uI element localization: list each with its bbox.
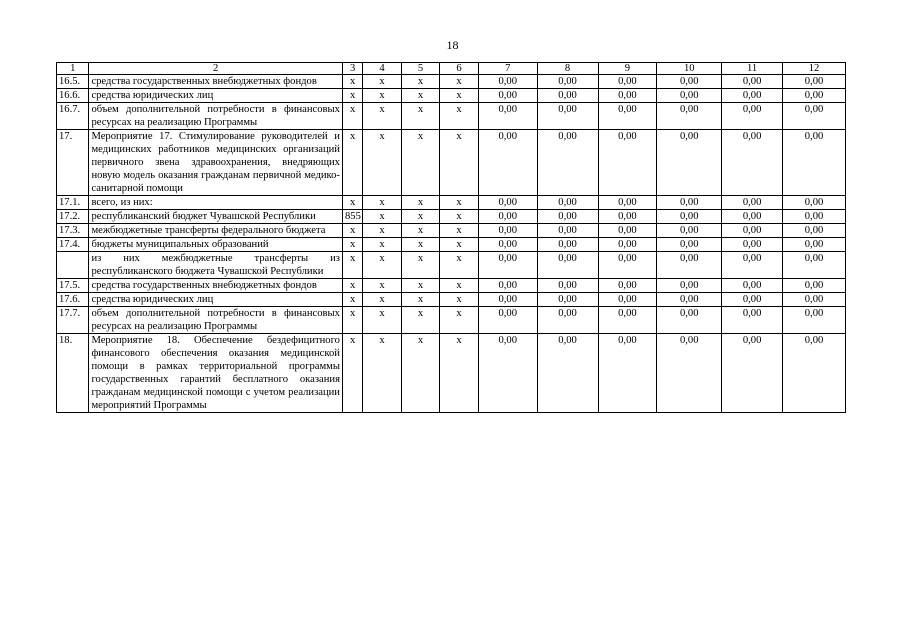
row-number: 16.5.: [57, 75, 89, 89]
cell-col6: х: [440, 334, 479, 413]
row-name: средства юридических лиц: [89, 293, 343, 307]
budget-table: [56, 62, 846, 413]
row-name: средства юридических лиц: [89, 89, 343, 103]
cell-col10: 0,00: [657, 130, 722, 196]
cell-col10: 0,00: [657, 224, 722, 238]
cell-col8: 0,00: [537, 89, 598, 103]
cell-col4: х: [363, 293, 402, 307]
cell-col6: х: [440, 103, 479, 130]
column-header: 6: [440, 63, 479, 75]
row-name: средства государственных внебюджетных фондов: [89, 75, 343, 89]
cell-col9: 0,00: [598, 89, 657, 103]
cell-col4: х: [363, 307, 402, 334]
cell-col5: х: [401, 210, 440, 224]
cell-col4: х: [363, 75, 402, 89]
column-header: 2: [89, 63, 343, 75]
cell-col9: 0,00: [598, 307, 657, 334]
cell-col7: 0,00: [478, 293, 537, 307]
cell-col5: х: [401, 252, 440, 279]
cell-col12: 0,00: [783, 238, 846, 252]
cell-col4: х: [363, 238, 402, 252]
cell-col6: х: [440, 279, 479, 293]
cell-col8: 0,00: [537, 75, 598, 89]
cell-col6: х: [440, 89, 479, 103]
table-row: [57, 307, 846, 334]
column-header: 11: [722, 63, 783, 75]
cell-col3: х: [342, 279, 362, 293]
cell-col9: 0,00: [598, 75, 657, 89]
cell-col10: 0,00: [657, 89, 722, 103]
cell-col7: 0,00: [478, 307, 537, 334]
cell-col4: х: [363, 210, 402, 224]
cell-col3: х: [342, 307, 362, 334]
row-name: Мероприятие 18. Обеспечение бездефицитного финансового обеспечения оказания медицинской помощи в рамках территориальной программы государственных гарантий бесплатного оказания гражданам медицинской помощи с учетом реализации мероприятий Программы: [89, 334, 343, 413]
cell-col6: х: [440, 196, 479, 210]
cell-col4: х: [363, 196, 402, 210]
cell-col9: 0,00: [598, 103, 657, 130]
cell-col6: х: [440, 238, 479, 252]
cell-col3: х: [342, 130, 362, 196]
cell-col8: 0,00: [537, 293, 598, 307]
cell-col10: 0,00: [657, 238, 722, 252]
cell-col7: 0,00: [478, 89, 537, 103]
cell-col6: х: [440, 75, 479, 89]
row-number: 17.: [57, 130, 89, 196]
cell-col3: х: [342, 103, 362, 130]
row-name: всего, из них:: [89, 196, 343, 210]
cell-col11: 0,00: [722, 224, 783, 238]
row-number: 18.: [57, 334, 89, 413]
cell-col9: 0,00: [598, 196, 657, 210]
cell-col5: х: [401, 307, 440, 334]
cell-col4: х: [363, 224, 402, 238]
cell-col12: 0,00: [783, 307, 846, 334]
table-row: [57, 89, 846, 103]
row-number: 17.7.: [57, 307, 89, 334]
table-body: [57, 75, 846, 413]
cell-col11: 0,00: [722, 279, 783, 293]
cell-col5: х: [401, 224, 440, 238]
cell-col12: 0,00: [783, 334, 846, 413]
cell-col9: 0,00: [598, 252, 657, 279]
cell-col12: 0,00: [783, 75, 846, 89]
cell-col7: 0,00: [478, 238, 537, 252]
table-row: [57, 224, 846, 238]
cell-col6: х: [440, 252, 479, 279]
cell-col12: 0,00: [783, 224, 846, 238]
cell-col10: 0,00: [657, 252, 722, 279]
cell-col10: 0,00: [657, 293, 722, 307]
row-name: республиканский бюджет Чувашской Республики: [89, 210, 343, 224]
cell-col5: х: [401, 238, 440, 252]
cell-col10: 0,00: [657, 210, 722, 224]
cell-col10: 0,00: [657, 103, 722, 130]
row-number: 17.5.: [57, 279, 89, 293]
cell-col8: 0,00: [537, 224, 598, 238]
cell-col9: 0,00: [598, 238, 657, 252]
table-row: [57, 238, 846, 252]
cell-col10: 0,00: [657, 279, 722, 293]
row-number: 17.4.: [57, 238, 89, 252]
table-row: [57, 130, 846, 196]
column-header: 3: [342, 63, 362, 75]
column-header: 9: [598, 63, 657, 75]
table-row: [57, 293, 846, 307]
cell-col4: х: [363, 130, 402, 196]
cell-col3: х: [342, 75, 362, 89]
cell-col11: 0,00: [722, 130, 783, 196]
cell-col5: х: [401, 334, 440, 413]
cell-col3: 855: [342, 210, 362, 224]
cell-col12: 0,00: [783, 293, 846, 307]
cell-col9: 0,00: [598, 210, 657, 224]
cell-col4: х: [363, 334, 402, 413]
cell-col12: 0,00: [783, 252, 846, 279]
cell-col7: 0,00: [478, 210, 537, 224]
cell-col7: 0,00: [478, 75, 537, 89]
cell-col3: х: [342, 334, 362, 413]
row-number: 17.2.: [57, 210, 89, 224]
cell-col5: х: [401, 89, 440, 103]
cell-col5: х: [401, 293, 440, 307]
cell-col11: 0,00: [722, 238, 783, 252]
cell-col12: 0,00: [783, 279, 846, 293]
cell-col10: 0,00: [657, 196, 722, 210]
cell-col11: 0,00: [722, 293, 783, 307]
row-name: из них межбюджетные трансферты из республиканского бюджета Чувашской Республики: [89, 252, 343, 279]
table-row: [57, 279, 846, 293]
cell-col7: 0,00: [478, 130, 537, 196]
table-row: [57, 252, 846, 279]
table-row: [57, 210, 846, 224]
row-number: 17.6.: [57, 293, 89, 307]
cell-col8: 0,00: [537, 130, 598, 196]
cell-col8: 0,00: [537, 210, 598, 224]
cell-col11: 0,00: [722, 75, 783, 89]
cell-col8: 0,00: [537, 103, 598, 130]
cell-col9: 0,00: [598, 334, 657, 413]
cell-col3: х: [342, 89, 362, 103]
column-header-row: [57, 63, 846, 75]
cell-col11: 0,00: [722, 252, 783, 279]
cell-col12: 0,00: [783, 130, 846, 196]
cell-col12: 0,00: [783, 196, 846, 210]
column-header: 10: [657, 63, 722, 75]
cell-col11: 0,00: [722, 334, 783, 413]
cell-col6: х: [440, 210, 479, 224]
cell-col8: 0,00: [537, 252, 598, 279]
cell-col5: х: [401, 103, 440, 130]
row-name: межбюджетные трансферты федерального бюджета: [89, 224, 343, 238]
cell-col7: 0,00: [478, 252, 537, 279]
row-number: 16.7.: [57, 103, 89, 130]
column-header: 4: [363, 63, 402, 75]
cell-col7: 0,00: [478, 103, 537, 130]
cell-col11: 0,00: [722, 307, 783, 334]
column-header: 5: [401, 63, 440, 75]
cell-col6: х: [440, 224, 479, 238]
table-row: [57, 103, 846, 130]
row-name: Мероприятие 17. Стимулирование руководителей и медицинских работников медицинских организаций первичного звена здравоохранения, внедряющих новую модель оказания гражданам первичной медико-санитарной помощи: [89, 130, 343, 196]
row-name: объем дополнительной потребности в финансовых ресурсах на реализацию Программы: [89, 307, 343, 334]
cell-col4: х: [363, 252, 402, 279]
cell-col3: х: [342, 224, 362, 238]
cell-col10: 0,00: [657, 75, 722, 89]
cell-col10: 0,00: [657, 307, 722, 334]
cell-col11: 0,00: [722, 103, 783, 130]
cell-col3: х: [342, 196, 362, 210]
cell-col5: х: [401, 196, 440, 210]
cell-col7: 0,00: [478, 334, 537, 413]
cell-col9: 0,00: [598, 293, 657, 307]
row-number: [57, 252, 89, 279]
table-row: [57, 334, 846, 413]
cell-col8: 0,00: [537, 238, 598, 252]
cell-col5: х: [401, 75, 440, 89]
cell-col9: 0,00: [598, 279, 657, 293]
cell-col12: 0,00: [783, 210, 846, 224]
cell-col4: х: [363, 89, 402, 103]
cell-col10: 0,00: [657, 334, 722, 413]
cell-col11: 0,00: [722, 89, 783, 103]
cell-col5: х: [401, 279, 440, 293]
cell-col7: 0,00: [478, 224, 537, 238]
column-header: 12: [783, 63, 846, 75]
cell-col5: х: [401, 130, 440, 196]
row-name: бюджеты муниципальных образований: [89, 238, 343, 252]
row-name: средства государственных внебюджетных фондов: [89, 279, 343, 293]
cell-col8: 0,00: [537, 279, 598, 293]
cell-col12: 0,00: [783, 103, 846, 130]
cell-col9: 0,00: [598, 224, 657, 238]
row-number: 17.1.: [57, 196, 89, 210]
cell-col8: 0,00: [537, 196, 598, 210]
cell-col4: х: [363, 279, 402, 293]
page-number: 18: [446, 38, 459, 52]
column-header: 1: [57, 63, 89, 75]
cell-col8: 0,00: [537, 307, 598, 334]
column-header: 8: [537, 63, 598, 75]
cell-col6: х: [440, 293, 479, 307]
cell-col3: х: [342, 293, 362, 307]
cell-col6: х: [440, 130, 479, 196]
row-name: объем дополнительной потребности в финансовых ресурсах на реализацию Программы: [89, 103, 343, 130]
row-number: 17.3.: [57, 224, 89, 238]
cell-col8: 0,00: [537, 334, 598, 413]
table-row: [57, 196, 846, 210]
cell-col9: 0,00: [598, 130, 657, 196]
cell-col11: 0,00: [722, 210, 783, 224]
cell-col3: х: [342, 252, 362, 279]
column-header: 7: [478, 63, 537, 75]
row-number: 16.6.: [57, 89, 89, 103]
cell-col7: 0,00: [478, 279, 537, 293]
cell-col12: 0,00: [783, 89, 846, 103]
cell-col6: х: [440, 307, 479, 334]
cell-col3: х: [342, 238, 362, 252]
table-row: [57, 75, 846, 89]
cell-col4: х: [363, 103, 402, 130]
cell-col11: 0,00: [722, 196, 783, 210]
cell-col7: 0,00: [478, 196, 537, 210]
